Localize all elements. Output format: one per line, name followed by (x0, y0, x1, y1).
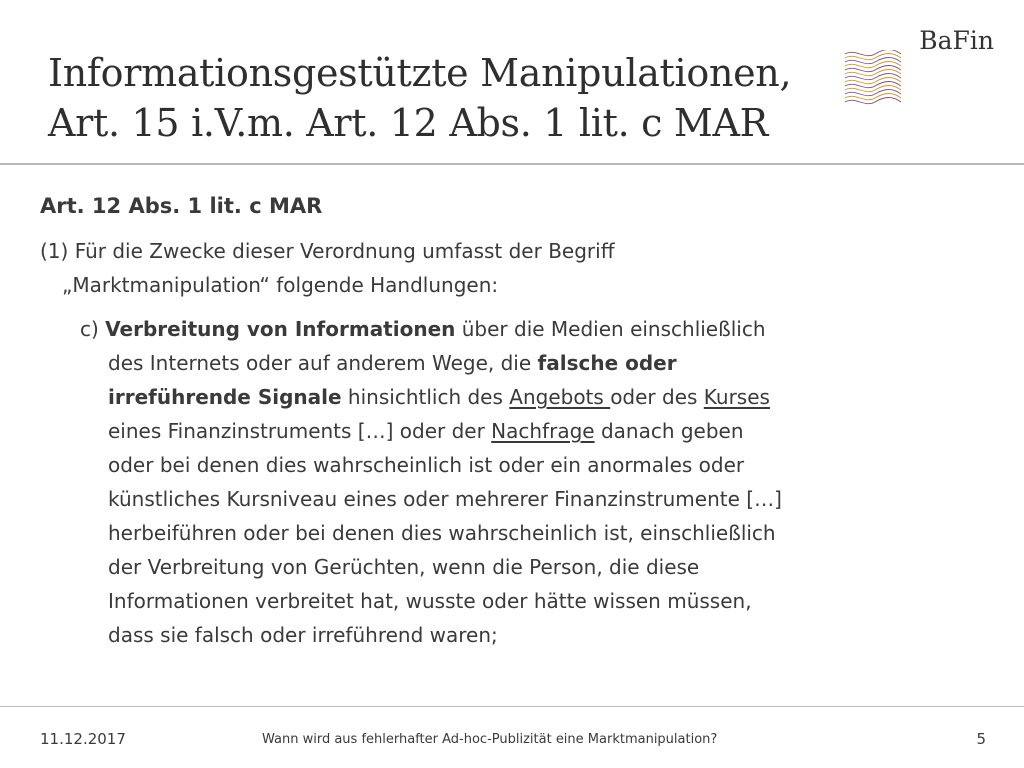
page-number: 5 (976, 730, 986, 748)
header-divider (0, 163, 1024, 165)
bafin-wave-logo-icon (843, 50, 903, 108)
title-line-2: Art. 15 i.V.m. Art. 12 Abs. 1 lit. c MAR (48, 101, 768, 145)
paragraph-c-line-1 (80, 312, 1000, 346)
paragraph-1 (40, 234, 1000, 302)
underlined-text-run: Kurses (703, 385, 770, 409)
text-run: oder des (610, 385, 704, 409)
paragraph-c-line-3 (80, 380, 1000, 414)
paragraph-c-line-7: herbeiführen oder bei denen dies wahrscheinlich ist, einschließlich (108, 521, 776, 545)
footer-title: Wann wird aus fehlerhafter Ad-hoc-Publizität eine Marktmanipulation? (262, 732, 718, 747)
bold-text-run: irreführende Signale (108, 385, 342, 409)
bold-text-run: Verbreitung von Informationen (105, 317, 456, 341)
page-title (48, 48, 848, 148)
paragraph-c-line-2 (80, 346, 1000, 380)
text-run: des Internets oder auf anderem Wege, die (108, 351, 538, 375)
slide-content (40, 190, 1000, 652)
paragraph-c (40, 312, 1000, 652)
paragraph-c-line-10: dass sie falsch oder irreführend waren; (108, 623, 498, 647)
text-run: eines Finanzinstruments […] oder der (108, 419, 492, 443)
paragraph-c-line-8: der Verbreitung von Gerüchten, wenn die Person, die diese (108, 555, 700, 579)
text-run: hinsichtlich des (341, 385, 510, 409)
paragraph-c-line-6: künstliches Kursniveau eines oder mehrerer Finanzinstrumente […] (108, 487, 782, 511)
underlined-text-run: Angebots (509, 385, 611, 409)
text-run: c) (80, 317, 106, 341)
paragraph-1-line-2: „Marktmanipulation“ folgende Handlungen: (62, 273, 499, 297)
title-line-1: Informationsgestützte Manipulationen, (48, 51, 792, 95)
footer-date: 11.12.2017 (40, 730, 126, 748)
paragraph-1-line-1: (1) Für die Zwecke dieser Verordnung umfasst der Begriff (40, 239, 615, 263)
text-run: über die Medien einschließlich (455, 317, 766, 341)
underlined-text-run: Nachfrage (491, 419, 595, 443)
paragraph-c-line-5: oder bei denen dies wahrscheinlich ist oder ein anormales oder (108, 453, 745, 477)
text-run: danach geben (594, 419, 744, 443)
section-heading: Art. 12 Abs. 1 lit. c MAR (40, 194, 323, 218)
footer-divider (0, 706, 1024, 707)
bold-text-run: falsche oder (537, 351, 677, 375)
paragraph-c-line-9: Informationen verbreitet hat, wusste oder hätte wissen müssen, (108, 589, 752, 613)
brand-name: BaFin (919, 26, 994, 55)
paragraph-c-line-4 (80, 414, 1000, 448)
